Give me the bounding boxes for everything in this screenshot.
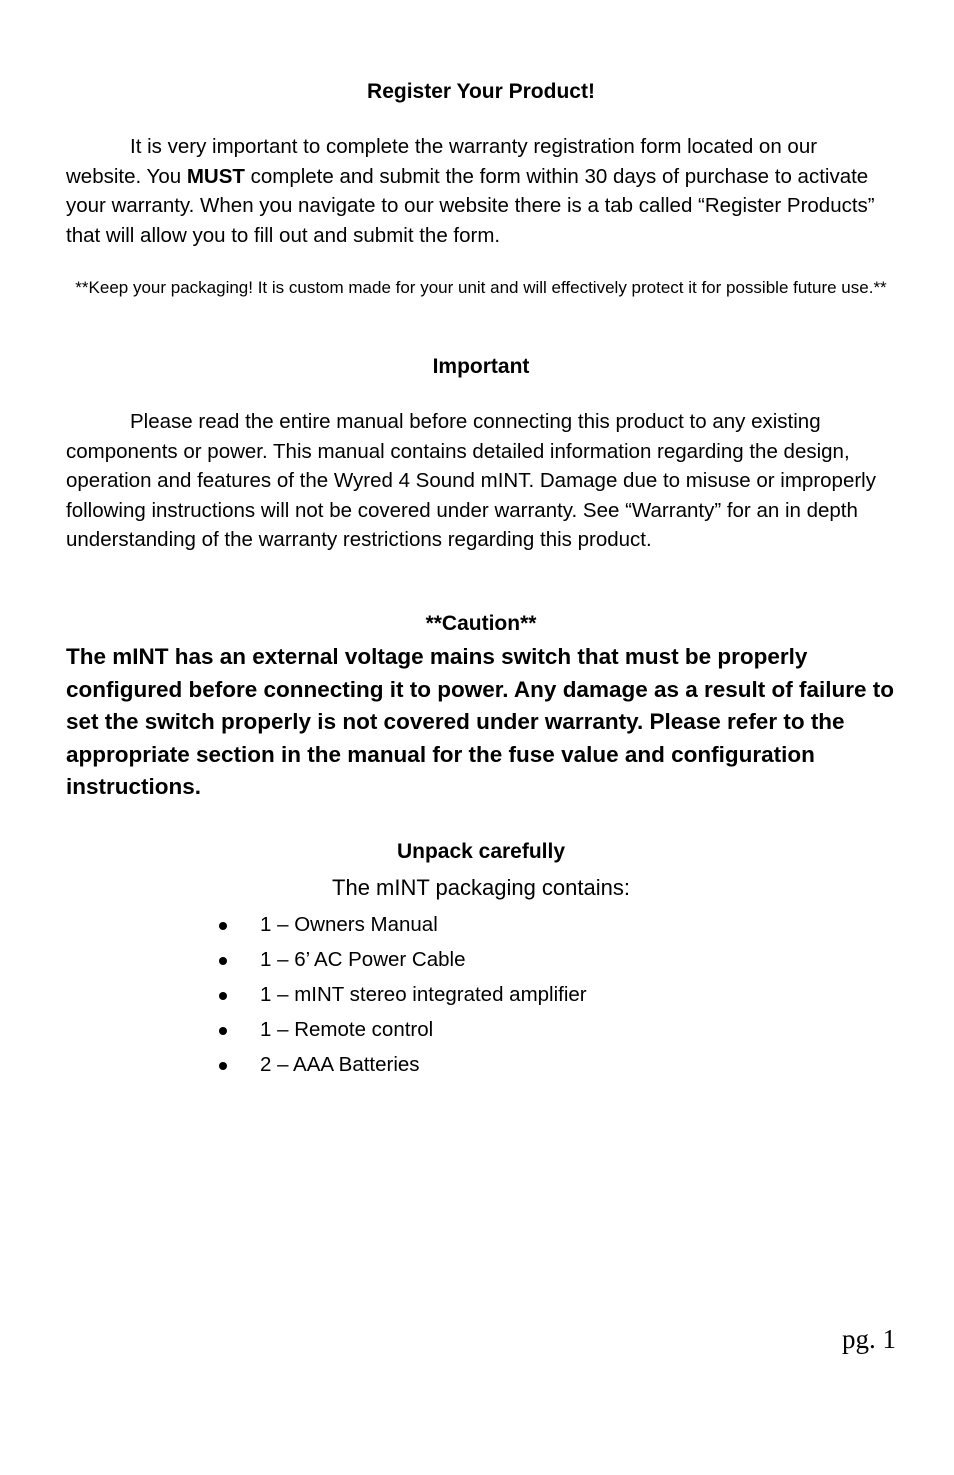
register-heading: Register Your Product!: [367, 80, 595, 103]
register-text-emphasis: MUST: [186, 164, 245, 188]
list-item-text: 1 – Owners Manual: [260, 913, 438, 936]
caution-heading: **Caution**: [425, 612, 537, 635]
package-contents-list: [214, 910, 587, 1085]
bullet-icon: [219, 1027, 227, 1035]
manual-page: [66, 0, 896, 1475]
list-item-text: 1 – 6’ AC Power Cable: [260, 948, 466, 971]
bullet-icon: [219, 992, 227, 1000]
unpack-subheading: The mINT packaging contains:: [332, 875, 630, 900]
list-item: [214, 1050, 587, 1085]
bullet-icon: [219, 922, 227, 930]
caution-paragraph: The mINT has an external voltage mains switch that must be properly configured before connecting it to power. Any damage as a result of failure to set the switch properly is not covered under warranty. Please refer to the appropriate section in the manual for the fuse value and configuration instructions.: [66, 644, 895, 799]
register-paragraph: [66, 132, 896, 250]
packaging-note: **Keep your packaging! It is custom made for your unit and will effectively protect it for possible future use.**: [75, 278, 887, 297]
list-item-text: 1 – Remote control: [260, 1018, 434, 1041]
list-item-text: 1 – mINT stereo integrated amplifier: [260, 983, 587, 1006]
unpack-heading: Unpack carefully: [396, 840, 566, 863]
list-item: [214, 910, 587, 945]
register-text-part1: It is very important to complete the warranty registration form located on our website. You: [66, 135, 818, 188]
bullet-icon: [219, 1062, 227, 1070]
list-item: [214, 1015, 587, 1050]
page-number: pg. 1: [842, 1324, 896, 1354]
important-heading: Important: [432, 355, 530, 378]
bullet-icon: [219, 957, 227, 965]
list-item: [214, 980, 587, 1015]
important-text: Please read the entire manual before connecting this product to any existing components or power. This manual contains detailed information regarding the design, operation and features of the Wyred 4 Sound mINT. Damage due to misuse or improperly following instructions will not be covered under warranty. See “Warranty” for an in depth understanding of the warranty restrictions regarding this product.: [66, 410, 876, 551]
register-text-part2: complete and submit the form within 30 days of purchase to activate your warranty. When you navigate to our website there is a tab called “Register Products” that will allow you to fill out and submit the form.: [66, 164, 875, 247]
list-item-text: 2 – AAA Batteries: [260, 1053, 420, 1076]
list-item: [214, 945, 587, 980]
important-paragraph: [66, 407, 896, 555]
